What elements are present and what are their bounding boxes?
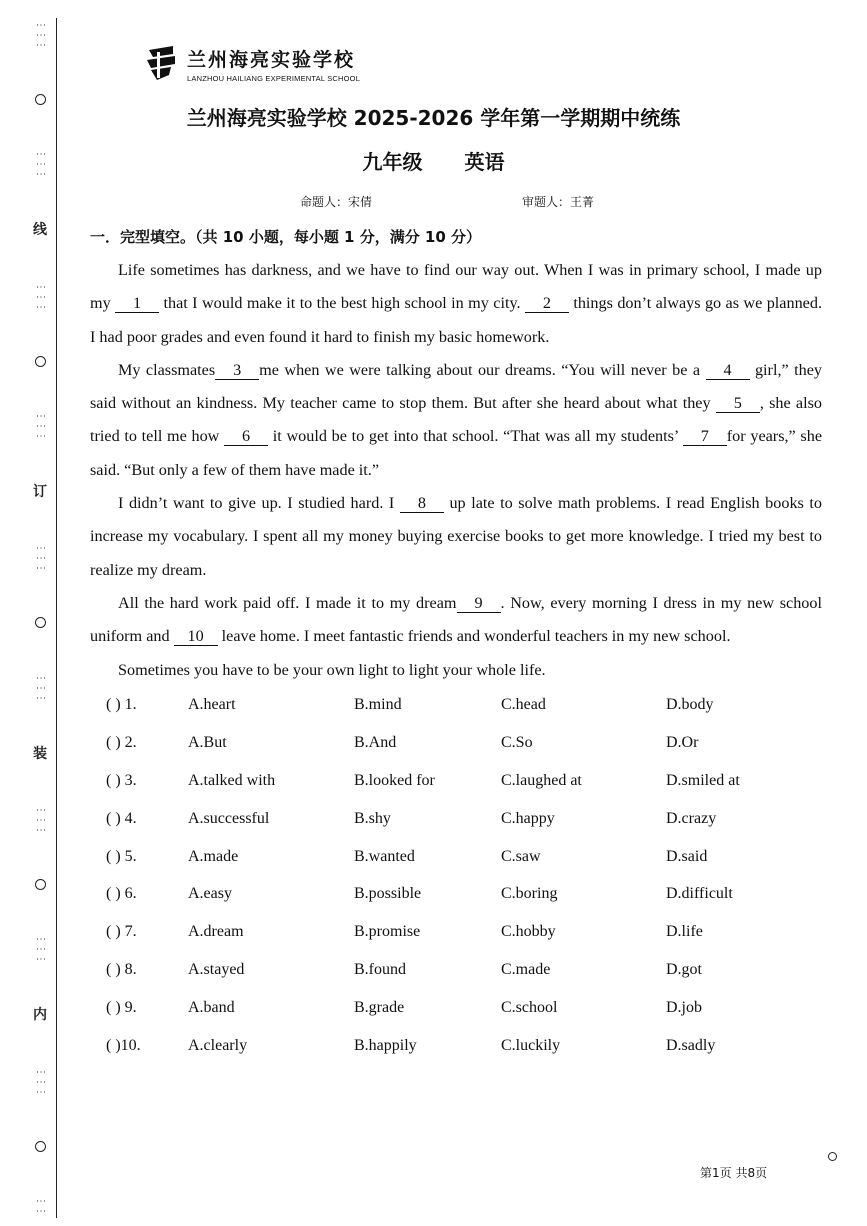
passage-text: All the hard work paid off. I made it to my dream (118, 593, 457, 612)
question-number: ( ) 2. (106, 733, 137, 751)
question-number: ( ) 3. (106, 771, 137, 789)
question-row (106, 953, 826, 991)
question-number: ( ) 4. (106, 809, 137, 827)
section-heading: 一．完型填空。（共 10 小题，每小题 1 分，满分 10 分） (90, 228, 482, 246)
exam-subtitle (0, 146, 867, 175)
option-a: A.successful (188, 809, 270, 827)
option-a: A.band (188, 999, 235, 1017)
question-number: ( ) 1. (106, 696, 137, 713)
option-d: D.job (666, 999, 702, 1017)
passage-text: . Now, every morning I dress in my new school uniform and (90, 593, 822, 646)
question-row (106, 840, 826, 878)
binding-line (56, 18, 57, 1218)
question-row (106, 915, 826, 953)
binding-hole-icon (35, 1141, 46, 1152)
dotted-separator: ⋮⋮⋮ (35, 672, 46, 703)
option-c: C.saw (501, 847, 541, 865)
option-a: A.But (188, 733, 227, 751)
passage-text: I didn’t want to give up. I studied hard. I (118, 494, 400, 513)
option-a: A.clearly (188, 1037, 248, 1055)
dotted-separator: ⋮⋮⋮ (35, 20, 46, 50)
passage-text: me when we were talking about our dreams. “You will never be a (259, 360, 706, 379)
dotted-separator: ⋮⋮⋮ (35, 934, 46, 965)
passage-paragraph (90, 587, 822, 654)
option-a: A.dream (188, 923, 244, 941)
passage-text: that I would make it to the best high school in my city. (159, 294, 525, 313)
option-b: B.promise (354, 923, 421, 941)
option-b: B.wanted (354, 847, 415, 865)
dotted-separator: ⋮⋮⋮ (35, 543, 46, 574)
dotted-separator: ⋮⋮ (35, 1195, 46, 1216)
option-d: D.life (666, 923, 703, 941)
blank-2: 2 (525, 294, 569, 313)
blank-6: 6 (224, 427, 268, 446)
option-b: B.And (354, 733, 397, 751)
passage-text: for years,” she said. “But only a few of them have made it.” (90, 427, 823, 479)
dotted-separator: ⋮⋮⋮ (35, 804, 46, 835)
passage-paragraph (90, 487, 822, 587)
option-c: C.head (501, 696, 546, 713)
grade-label: 九年级 (362, 150, 423, 174)
page-number: 第1页 共8页 (700, 1166, 768, 1180)
option-d: D.smiled at (666, 771, 740, 789)
option-c: C.hobby (501, 923, 556, 941)
option-b: B.possible (354, 885, 422, 903)
passage-paragraph: Sometimes you have to be your own light to light your whole life. (118, 660, 546, 679)
option-d: D.crazy (666, 809, 717, 827)
option-d: D.said (666, 847, 708, 865)
option-c: C.laughed at (501, 771, 582, 789)
question-number: ( ) 7. (106, 923, 137, 941)
option-c: C.school (501, 999, 558, 1017)
option-d: D.sadly (666, 1037, 716, 1055)
blank-3: 3 (215, 361, 259, 380)
option-b: B.shy (354, 809, 391, 827)
answer-options (106, 688, 826, 1067)
option-c: C.made (501, 961, 551, 979)
school-name-en: LANZHOU HAILIANG EXPERIMENTAL SCHOOL (187, 74, 361, 83)
question-row (106, 991, 826, 1029)
binding-hole-icon (35, 617, 46, 628)
binding-char-ding: 订 (33, 484, 47, 501)
option-c: C.happy (501, 809, 555, 827)
passage-paragraph (90, 254, 822, 354)
option-c: C.So (501, 733, 533, 751)
option-d: D.got (666, 961, 702, 979)
cloze-passage (90, 254, 822, 687)
binding-margin (30, 20, 50, 1216)
blank-4: 4 (706, 361, 750, 380)
dotted-separator: ⋮⋮⋮ (35, 149, 46, 180)
blank-7: 7 (683, 427, 727, 446)
option-a: A.stayed (188, 961, 245, 979)
option-b: B.mind (354, 696, 402, 713)
option-b: B.looked for (354, 771, 435, 789)
question-number: ( )10. (106, 1037, 141, 1055)
binding-hole-icon (35, 356, 46, 367)
reviewer-label: 审题人：王菁 (522, 195, 595, 209)
school-emblem-icon (143, 44, 181, 84)
question-number: ( ) 9. (106, 999, 137, 1017)
question-row (106, 1029, 826, 1067)
blank-10: 10 (174, 627, 218, 646)
question-number: ( ) 6. (106, 885, 137, 903)
question-number: ( ) 5. (106, 847, 137, 865)
school-logo (143, 44, 360, 84)
question-number: ( ) 8. (106, 961, 137, 979)
passage-paragraph (90, 354, 822, 487)
passage-text: Life sometimes has darkness, and we have to find our way out. When I was in primary school, I made up my (90, 261, 822, 313)
dotted-separator: ⋮⋮⋮ (35, 410, 46, 441)
option-b: B.happily (354, 1037, 417, 1055)
question-row (106, 688, 826, 726)
blank-1: 1 (115, 294, 159, 313)
option-a: A.easy (188, 885, 232, 903)
passage-text: , she also tried to tell me how (90, 394, 822, 446)
question-row (106, 764, 826, 802)
option-a: A.heart (188, 696, 236, 713)
option-c: C.luckily (501, 1037, 561, 1055)
question-row (106, 726, 826, 764)
option-c: C.boring (501, 885, 558, 903)
dotted-separator: ⋮⋮⋮ (35, 281, 46, 312)
option-d: D.body (666, 696, 714, 713)
blank-5: 5 (716, 394, 760, 413)
dotted-separator: ⋮⋮⋮ (35, 1066, 46, 1097)
option-d: D.Or (666, 733, 699, 751)
option-d: D.difficult (666, 885, 733, 903)
option-b: B.found (354, 961, 406, 979)
blank-9: 9 (457, 594, 501, 613)
corner-circle-icon (828, 1152, 837, 1161)
school-name-cn: 兰州海亮实验学校 (187, 49, 356, 71)
binding-hole-icon (35, 879, 46, 890)
blank-8: 8 (400, 494, 444, 513)
subject-label: 英语 (464, 150, 505, 174)
question-row (106, 802, 826, 840)
binding-char-xian: 线 (33, 222, 47, 239)
binding-char-zhuang: 装 (33, 745, 47, 762)
option-a: A.talked with (188, 771, 276, 789)
author-label: 命题人：宋倩 (300, 195, 373, 209)
passage-text: up late to solve math problems. I read English books to increase my vocabulary. I spent all my money buying exercise books to get more knowledge. I tried my best to realize my dream. (90, 494, 822, 579)
exam-title: 兰州海亮实验学校 2025-2026 学年第一学期期中统练 (186, 106, 681, 130)
passage-text: My classmates (118, 360, 216, 379)
option-b: B.grade (354, 999, 405, 1017)
passage-text: it would be to get into that school. “That was all my students’ (268, 427, 683, 446)
passage-text: girl,” they said without an kindness. My teacher came to stop them. But after she heard about what they (90, 360, 822, 413)
passage-text: things don’t always go as we planned. I had poor grades and even found it hard to finish my basic homework. (90, 294, 822, 346)
binding-char-nei: 内 (33, 1007, 47, 1024)
question-row (106, 877, 826, 915)
option-a: A.made (188, 847, 239, 865)
passage-text: leave home. I meet fantastic friends and wonderful teachers in my new school. (217, 627, 731, 646)
